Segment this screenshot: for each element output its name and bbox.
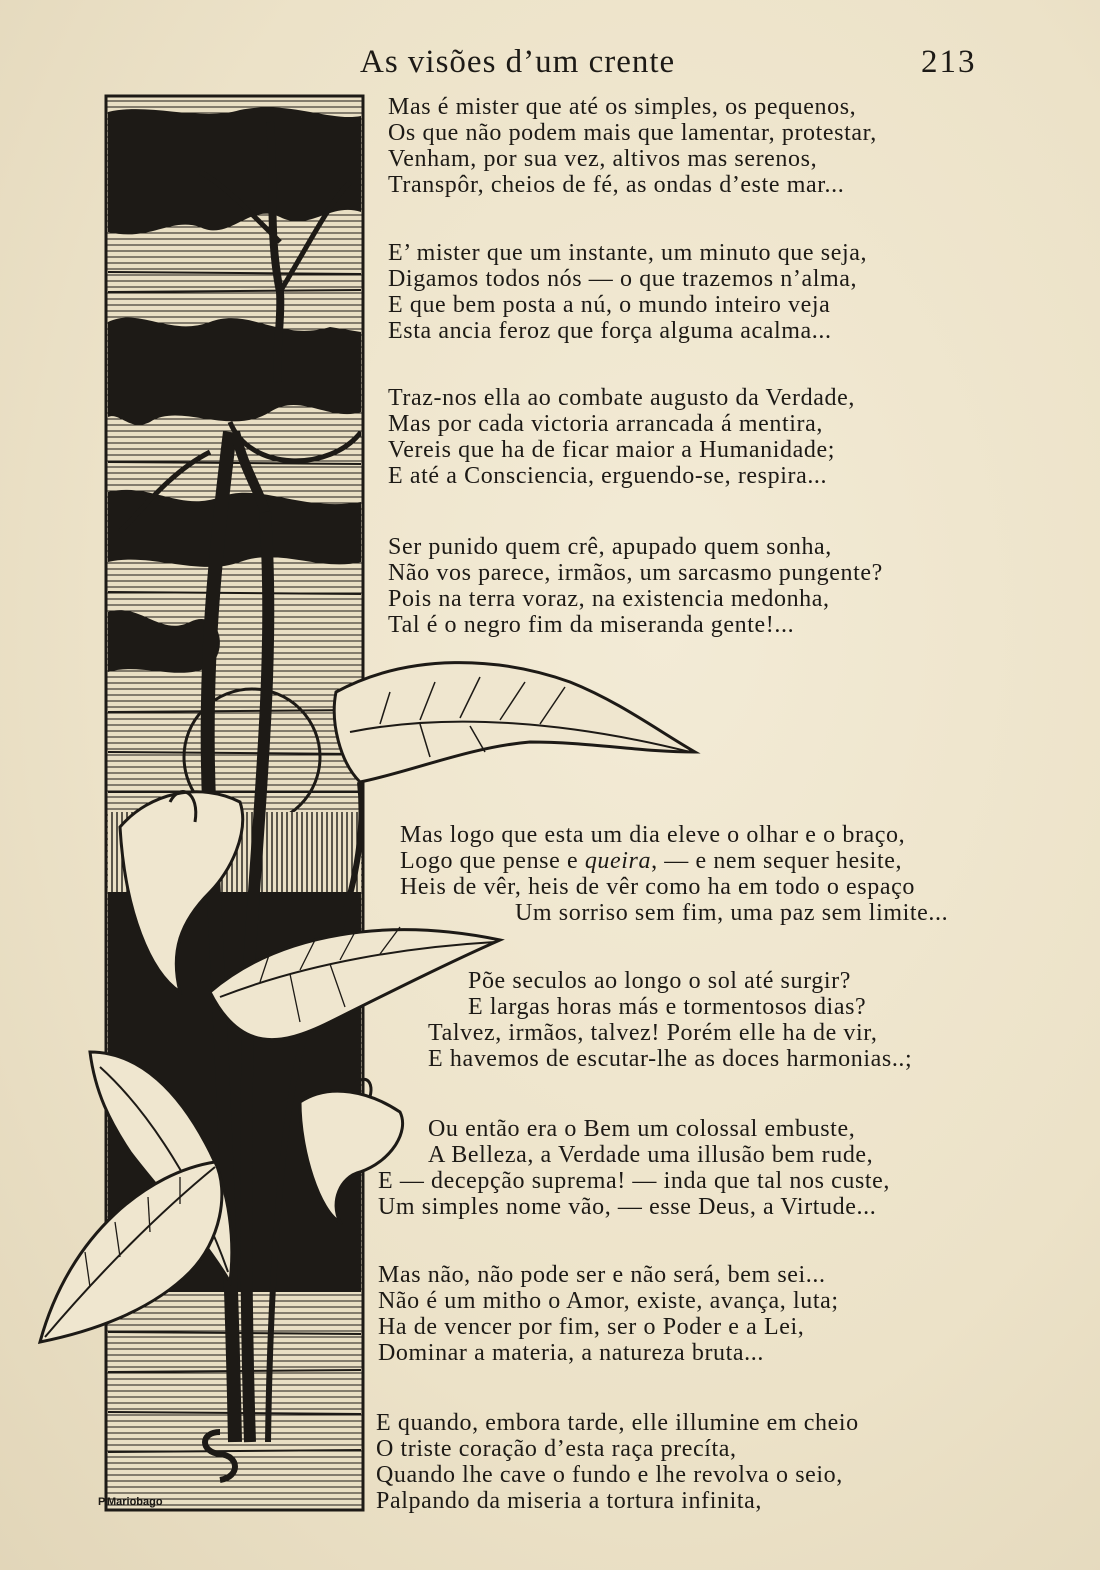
verse-line: Esta ancia feroz que força alguma acalma... (388, 318, 832, 344)
verse-fragment: Logo que pense e (400, 848, 585, 874)
stanza-6 (428, 968, 912, 1072)
verse-line: Dominar a materia, a natureza bruta... (378, 1340, 764, 1366)
verse-line: E que bem posta a nú, o mundo inteiro veja (388, 292, 831, 318)
stanza-7 (378, 1116, 890, 1220)
verse-line: Ou então era o Bem um colossal embuste, (428, 1116, 856, 1142)
verse-line: Vereis que ha de ficar maior a Humanidade; (388, 437, 836, 463)
verse-line: E — decepção suprema! — inda que tal nos custe, (378, 1168, 891, 1194)
stanza-3 (388, 385, 855, 489)
verse-line: Mas por cada victoria arrancada á mentira, (388, 411, 823, 437)
verse-line: Não vos parece, irmãos, um sarcasmo pungente? (388, 560, 883, 586)
verse-line: Ha de vencer por fim, ser o Poder e a Lei, (378, 1314, 805, 1340)
verse-line: Transpôr, cheios de fé, as ondas d’este mar... (388, 172, 845, 198)
verse-line: Venham, por sua vez, altivos mas serenos, (388, 146, 818, 172)
verse-line: O triste coração d’esta raça precíta, (376, 1436, 737, 1462)
page-title: As visões d’um crente (360, 44, 676, 80)
artist-signature: P.Mariobago (98, 1496, 163, 1508)
verse-line: Palpando da miseria a tortura infinita, (376, 1488, 762, 1514)
stanza-1 (388, 94, 877, 198)
verse-line: Um sorriso sem fim, uma paz sem limite... (515, 900, 949, 926)
verse-line: E’ mister que um instante, um minuto que seja, (388, 240, 868, 266)
verse-line: Mas é mister que até os simples, os pequenos, (388, 94, 857, 120)
stanza-9 (376, 1410, 859, 1514)
verse-line: Heis de vêr, heis de vêr como ha em todo o espaço (400, 874, 915, 900)
verse-fragment: , — e nem sequer hesite, (651, 848, 903, 874)
stanza-5 (400, 822, 948, 926)
verse-line: Ser punido quem crê, apupado quem sonha, (388, 534, 832, 560)
verse-line: Não é um mitho o Amor, existe, avança, luta; (378, 1288, 839, 1314)
verse-line: E largas horas más e tormentosos dias? (468, 994, 867, 1020)
verse-line: E até a Consciencia, erguendo-se, respira... (388, 463, 828, 489)
verse-line: E quando, embora tarde, elle illumine em cheio (376, 1410, 859, 1436)
verse-line: Quando lhe cave o fundo e lhe revolva o seio, (376, 1462, 843, 1488)
verse-line: Traz-nos ella ao combate augusto da Verdade, (388, 385, 855, 411)
verse-line: Tal é o negro fim da miseranda gente!... (388, 612, 795, 638)
verse-line: Digamos todos nós — o que trazemos n’alma, (388, 266, 858, 292)
verse-line (400, 848, 948, 874)
verse-line: Mas não, não pode ser e não será, bem sei... (378, 1262, 826, 1288)
verse-line: Pois na terra voraz, na existencia medonha, (388, 586, 830, 612)
page-number: 213 (921, 44, 977, 80)
verse-line: Os que não podem mais que lamentar, protestar, (388, 120, 877, 146)
stanza-4 (388, 534, 883, 638)
verse-line: Põe seculos ao longo o sol até surgir? (468, 968, 851, 994)
stanza-8 (378, 1262, 839, 1366)
verse-line: E havemos de escutar-lhe as doces harmonias..; (428, 1046, 913, 1072)
emphasized-word: queira (584, 848, 652, 874)
verse-line: Talvez, irmãos, talvez! Porém elle ha de vir, (428, 1020, 878, 1046)
verse-line: Um simples nome vão, — esse Deus, a Virtude... (378, 1194, 877, 1220)
verse-line: Mas logo que esta um dia eleve o olhar e o braço, (400, 822, 906, 848)
stanza-2 (388, 240, 867, 344)
verse-line: A Belleza, a Verdade uma illusão bem rude, (428, 1142, 874, 1168)
